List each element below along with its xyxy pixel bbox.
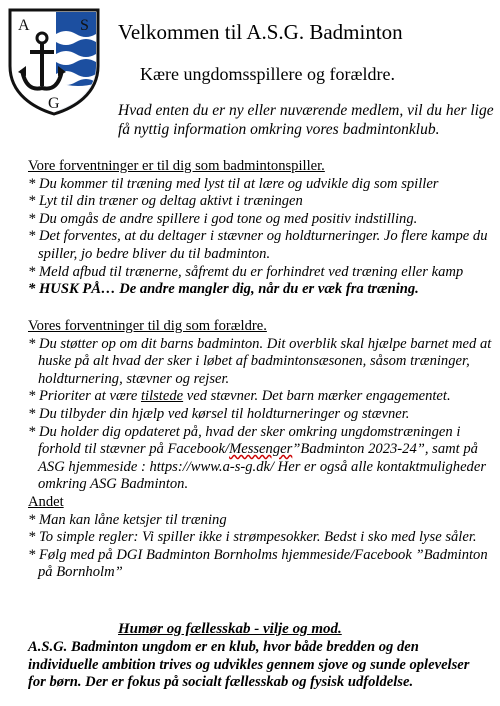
players-heading: Vore forventninger er til dig som badmintonspiller. <box>28 158 325 174</box>
motto: Humør og fællesskab - vilje og mod. <box>118 621 342 637</box>
players-section <box>28 158 496 299</box>
list-item: * Det forventes, at du deltager i stævner og holdturneringer. Jo flere kampe du spiller, jo bedre bliver du til badminton. <box>28 228 488 262</box>
parents-heading: Vores forventninger til dig som forældre. <box>28 318 267 334</box>
underlined-word: tilstede <box>140 388 184 405</box>
logo-letter-g: G <box>48 95 60 112</box>
list-item: * Man kan låne ketsjer til træning <box>28 511 227 528</box>
list-item: * Du tilbyder din hjælp ved kørsel til holdturneringer og stævner. <box>28 405 410 422</box>
parents-section <box>28 318 496 582</box>
intro-text: Hvad enten du er ny eller nuværende medlem, vil du her lige få nyttig information omkring vores badmintonklub. <box>118 102 494 138</box>
item-text: ved stævner. Det barn mærker engagementet. <box>183 388 451 405</box>
list-item: * Lyt til din træner og deltag aktivt i træningen <box>28 193 303 210</box>
page-title: Velkommen til A.S.G. Badminton <box>118 20 403 44</box>
list-item: * Følg med på DGI Badminton Bornholms hjemmeside/Facebook ”Badminton på Bornholm” <box>28 546 488 581</box>
closing-text: A.S.G. Badminton ungdom er en klub, hvor både bredden og den individuelle ambition trives og udvikles gennem sjove og sunde oplevelser for børn. Der er fokus på socialt fællesskab og fysisk udfoldelse. <box>28 639 470 691</box>
list-item: * Du omgås de andre spillere i god tone og med positiv indstilling. <box>28 210 418 227</box>
list-item: * Du støtter op om dit barns badminton. Dit overblik skal hjælpe barnet med at huske på alt hvad der sker i løbet af badmintonsæsonen, såsom træninger, holdturnering, stævner og rejser. <box>28 335 492 387</box>
list-item <box>28 424 496 494</box>
item-text: ”Badminton 2023-24”, samt på ASG hjemmeside : https://www.a-s-g.dk/ Her er også alle kontaktmuligheder omkring ASG Badminton. <box>38 441 487 493</box>
item-text: * Prioriter at være <box>28 388 141 405</box>
list-item: * To simple regler: Vi spiller ikke i strømpesokker. Bedst i sko med lyse såler. <box>28 529 477 546</box>
other-heading: Andet <box>28 493 64 510</box>
item-text: * Du holder dig opdateret på, hvad der sker omkring ungdomstræningen i forhold til stævner på Facebook/ <box>28 423 461 458</box>
list-item: * Du kommer til træning med lyst til at lære og udvikle dig som spiller <box>28 175 439 192</box>
logo-letter-s: S <box>80 17 89 34</box>
spellcheck-word: Messenger <box>229 441 293 458</box>
list-item <box>28 388 496 406</box>
remember-note: * HUSK PÅ… De andre mangler dig, når du er væk fra træning. <box>28 281 419 298</box>
logo-letter-a: A <box>18 17 30 34</box>
page-subtitle: Kære ungdomsspillere og forældre. <box>140 64 395 84</box>
club-logo <box>4 4 104 116</box>
list-item: * Meld afbud til trænerne, såfremt du er forhindret ved træning eller kamp <box>28 263 464 280</box>
